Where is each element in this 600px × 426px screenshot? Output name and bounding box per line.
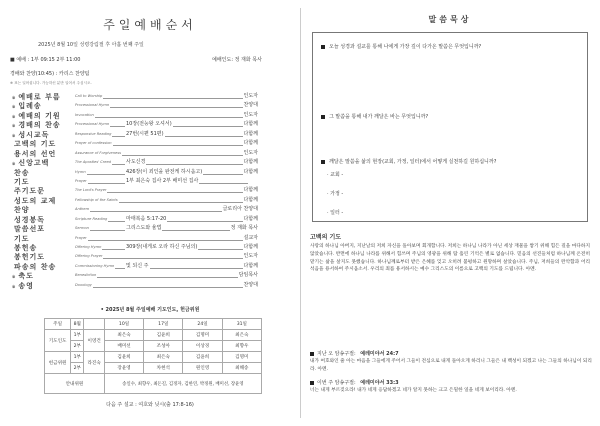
- order-item-leader: 다함께: [243, 215, 259, 224]
- this-week-verse-ref: 예레미야서 33:3: [360, 380, 399, 386]
- order-item-detail: 27번(시편 51편): [125, 130, 165, 139]
- table-header-cell: 8월: [71, 319, 84, 330]
- order-item-english: The Lord's Prayer: [75, 186, 107, 195]
- worship-leader: 예배인도: 정 재화 목사: [212, 57, 262, 63]
- praise-team: 경배와 찬양(10:45) : 카리스 찬양팀: [10, 71, 90, 77]
- order-item: [12, 243, 258, 252]
- order-item-name: 찬양: [14, 205, 30, 215]
- order-item-leader: 다함께: [243, 196, 259, 205]
- table-cell: 김윤희: [144, 330, 183, 341]
- order-item: [12, 92, 258, 101]
- order-item-detail: 309장(내게로 오라 하신 주님의): [125, 243, 198, 252]
- order-item: [12, 233, 258, 243]
- table-cell: 김윤희: [104, 352, 143, 363]
- order-item-detail: 426장(이 죄인을 완전케 하시옵고): [125, 168, 203, 177]
- order-item: [12, 148, 258, 158]
- table-cell: 김명미: [183, 330, 222, 341]
- order-item-name: 봉헌송: [14, 243, 38, 252]
- order-item-english: Fellowship of the Saints: [75, 196, 119, 205]
- order-item-english: Prayer: [75, 177, 88, 186]
- order-item-leader: 다함께: [243, 120, 259, 129]
- table-cell: 이상경: [183, 341, 222, 352]
- order-item: [12, 195, 258, 205]
- order-item-english: Offering Prayer: [75, 252, 103, 261]
- order-item-name: 고백의 기도: [14, 139, 57, 149]
- question-3: [321, 158, 496, 165]
- question-3-text: 깨달은 말씀을 삶의 현장(교회, 가정, 일터)에서 어떻게 실천하길 원하십니까?: [329, 159, 497, 165]
- standing-mark: ※: [12, 113, 17, 119]
- order-item-name: 찬송: [14, 167, 30, 177]
- standing-mark: ※: [12, 283, 17, 289]
- order-item: [12, 280, 258, 290]
- table-cell-lead: 라진숙: [84, 352, 105, 374]
- order-item-english: Offering Hymn: [75, 243, 102, 252]
- leader-line: [75, 240, 248, 241]
- order-item-name: 성경봉독: [14, 214, 46, 224]
- order-item-detail: 10장(전능왕 오셔서): [125, 120, 173, 129]
- table-header-cell: 17일: [144, 319, 183, 330]
- order-item-english: Prayer: [75, 234, 88, 243]
- order-item: [12, 214, 258, 224]
- order-item-name: 예배로 부름: [18, 92, 61, 101]
- table-cell-part: 2부: [71, 341, 84, 352]
- order-item: [12, 224, 258, 234]
- work-label: · 일터 -: [327, 210, 344, 216]
- order-item-name: 예배의 기원: [18, 110, 61, 120]
- table-cell-guide-names: 송일수, 최향우, 최돈길, 김정자, 김한연, 박정원, 배미선, 장윤영: [104, 374, 261, 394]
- order-item-leader: 인도자: [243, 252, 259, 261]
- table-cell: 차현석: [144, 363, 183, 374]
- question-2-text: 그 말씀을 통해 내가 깨달은 바는 무엇입니까?: [329, 114, 429, 120]
- order-item: [12, 101, 258, 111]
- order-item-leader: 다함께: [243, 262, 259, 271]
- this-week-verse-text: 너는 내게 부르짖으라! 내가 네게 응답하겠고 네가 알지 못하는 크고 은밀한 일을 네게 보이리라. 아멘.: [310, 388, 517, 393]
- table-cell: 조성아: [144, 341, 183, 352]
- table-cell: 배미선: [104, 341, 143, 352]
- order-item-leader: 담임목사: [238, 271, 258, 280]
- order-item-leader: 설교자: [243, 234, 259, 243]
- order-item-name: 용서의 선언: [14, 148, 57, 158]
- table-cell-category: 헌금위원: [45, 352, 71, 374]
- order-item-name: 주기도문: [14, 186, 46, 196]
- table-row: [45, 352, 262, 363]
- table-cell: 김명미: [222, 352, 261, 363]
- table-header-cell: 31일: [222, 319, 261, 330]
- order-item-leader: 인도자: [243, 111, 259, 120]
- last-week-verse-ref: 예레미야서 24:7: [360, 351, 399, 357]
- order-item-name: 기도: [14, 176, 30, 186]
- prayer-schedule-title: • 2025년 8월 주일예배 기도인도, 헌금위원: [100, 307, 200, 313]
- order-item-detail: 그리스도와 율법: [125, 224, 162, 233]
- order-item-leader: 인도자: [243, 149, 259, 158]
- last-week-verse-label: 지난 오 암송구절:: [317, 351, 358, 357]
- order-item-leader: 다함께: [243, 243, 259, 252]
- standing-mark: ※: [12, 274, 17, 280]
- order-item: [12, 271, 258, 281]
- order-item-english: Sermon: [75, 224, 90, 233]
- church-label: · 교회 -: [327, 172, 344, 178]
- next-sermon-note: 다음 주 설교 : 여호와 닛시(출 17:8-16): [106, 402, 194, 408]
- question-2: [321, 113, 428, 120]
- order-item-leader: 인도자: [243, 92, 259, 101]
- order-item-english: Commissioning Hymn: [75, 262, 115, 271]
- table-cell: 김윤희: [183, 352, 222, 363]
- worship-order-list: [12, 92, 258, 290]
- service-date: 2025년 8월 10일 성령강림절 후 아홉 번째 주일: [38, 42, 144, 48]
- standing-mark: ※: [12, 132, 17, 138]
- order-item-name: 경배의 찬송: [18, 120, 61, 130]
- order-item: [12, 158, 258, 168]
- order-item: [12, 186, 258, 196]
- square-bullet-icon: [321, 115, 325, 119]
- table-row: [45, 330, 262, 341]
- order-item-leader: 찬양대: [243, 101, 259, 110]
- order-item-name: 성도의 교제: [14, 195, 57, 205]
- order-item-name: 말씀선포: [14, 224, 46, 234]
- order-item: [12, 205, 258, 215]
- order-item: [12, 139, 258, 149]
- square-bullet-icon: [321, 160, 325, 164]
- order-item-leader: 다함께: [243, 139, 259, 148]
- table-header-cell: [84, 319, 105, 330]
- order-item-english: Hymn: [75, 168, 87, 177]
- standing-mark: ※: [12, 104, 17, 110]
- worship-time: [10, 56, 262, 63]
- table-row: [45, 363, 262, 374]
- table-header-cell: 주일: [45, 319, 71, 330]
- page-title: 주일예배순서: [103, 18, 197, 32]
- order-item-detail: 1부 최은숙 집사 2부 배미선 집사: [125, 177, 199, 186]
- order-item-label: [12, 281, 34, 291]
- table-cell-part: 1부: [71, 352, 84, 363]
- order-item-name: 기도: [14, 233, 30, 243]
- confession-title: 고백의 기도: [310, 234, 342, 241]
- standing-mark: ※: [12, 161, 17, 167]
- order-item-english: The Apostles' Creed: [75, 158, 112, 167]
- order-item: [12, 110, 258, 120]
- order-item-leader: 다함께: [243, 186, 259, 195]
- order-item-leader: 글로리아 찬양대: [222, 205, 258, 214]
- table-cell: 최향우: [222, 341, 261, 352]
- order-item-name: 성시교독: [18, 129, 50, 139]
- table-cell: 최은숙: [144, 352, 183, 363]
- order-item-leader: 찬양대: [243, 281, 259, 290]
- order-item: [12, 120, 258, 130]
- this-week-verse-header: [310, 379, 399, 386]
- order-item-name: 송영: [18, 280, 34, 290]
- order-item-detail: 사도신경: [125, 158, 146, 167]
- order-item-english: Processional Hymn: [75, 120, 110, 129]
- square-bullet-icon: [321, 45, 325, 49]
- right-page: [300, 0, 600, 426]
- home-label: · 가정 -: [327, 191, 344, 197]
- table-cell: 원인영: [183, 363, 222, 374]
- this-week-verse-label: 이번 주 암송구절:: [317, 380, 358, 386]
- order-item: [12, 167, 258, 177]
- confession-text: 사랑의 하나님 아버지, 지난날의 저희 자신을 돌아보며 회개합니다. 저희는 하나님 나라가 아닌 세상 재물을 쌓기 위해 힘든 길을 마다하지 않았습니다. 반면에 하나님 나라를 위해서 힘쓰며 주님의 영광을 위해 땀 흘린 기억은 별로 없습니다. 믿음의 선진들처럼 하나님께 온전히 맡기는 삶을 살지도 못했습니다. 하나님께로부터 받은 은혜를 잊고 오히려 불평하고 원망하며 살았습니다. 주님, 저희들의 완악함과 어리석음을 용서하여 주시옵소서. 우리의 죄를 용서하시는 예수 그리스도의 이름으로 고백의 기도를 드립니다. 아멘.: [310, 244, 590, 273]
- question-1-text: 오늘 성경과 설교를 통해 나에게 가장 깊이 다가온 말씀은 무엇입니까?: [329, 44, 482, 50]
- worship-time-label: ■ 예배 : 1부 09:15 2부 11:00: [10, 57, 81, 63]
- order-item-english: Responsive Reading: [75, 130, 112, 139]
- order-item-english: Benediction: [75, 271, 97, 280]
- last-week-verse-header: [310, 350, 399, 357]
- table-row: [45, 341, 262, 352]
- order-item-english: Processional Hymn: [75, 101, 110, 110]
- table-header-cell: 24일: [183, 319, 222, 330]
- standing-mark: ※: [12, 95, 17, 100]
- table-header-row: [45, 319, 262, 330]
- table-cell-category: 기도인도: [45, 330, 71, 352]
- order-item-leader: 다함께: [243, 168, 259, 177]
- standing-mark: ※: [12, 123, 17, 129]
- order-item-name: 신앙고백: [18, 158, 50, 168]
- table-header-cell: 10일: [104, 319, 143, 330]
- leader-line: [75, 287, 248, 288]
- square-bullet-icon: [310, 352, 314, 356]
- order-item-name: 입례송: [18, 101, 42, 111]
- order-item: [12, 252, 258, 262]
- square-bullet-icon: [310, 381, 314, 385]
- order-item-leader: 다함께: [243, 130, 259, 139]
- prayer-schedule-table: [44, 318, 262, 394]
- order-item-english: Scripture Reading: [75, 215, 108, 224]
- table-cell-lead: 이영건: [84, 330, 105, 352]
- meditation-title: 말씀묵상: [428, 15, 472, 24]
- order-item-english: Call to Worship: [75, 92, 103, 101]
- table-cell: 최해송: [222, 363, 261, 374]
- order-item-detail: 및 되신 주: [125, 262, 150, 271]
- table-cell-part: 2부: [71, 363, 84, 374]
- table-cell: 최은숙: [222, 330, 261, 341]
- order-item-english: Prayer of confession: [75, 139, 113, 148]
- table-row: [45, 374, 262, 394]
- order-item-leader: 정 재화 목사: [230, 224, 258, 233]
- leader-line: [75, 277, 248, 278]
- order-item-detail: 마태복음 5:17-20: [125, 215, 167, 224]
- order-item: [12, 129, 258, 139]
- order-item-english: Doxology: [75, 281, 93, 290]
- order-item: [12, 177, 248, 186]
- table-cell-guide-label: 안내위원: [45, 374, 105, 394]
- table-cell: 장윤영: [104, 363, 143, 374]
- order-item-name: 봉헌기도: [14, 252, 46, 262]
- order-item-english: Anthem: [75, 205, 90, 214]
- table-cell: 최은숙: [104, 330, 143, 341]
- order-item-english: Invocation: [75, 111, 95, 120]
- leader-line: [75, 117, 248, 118]
- order-item-english: Assurance of Forgiveness: [75, 149, 122, 158]
- last-week-verse-text: 내가 여호와인 줄 아는 마음을 그들에게 주어서 그들이 전심으로 내게 돌아오게 하리니 그들은 내 백성이 되겠고 나는 그들의 하나님이 되리라. 아멘.: [310, 359, 592, 372]
- meditation-box: [312, 32, 588, 222]
- order-item-name: 파송의 찬송: [14, 261, 57, 271]
- order-item-name: 축도: [18, 271, 34, 281]
- question-1: [321, 43, 481, 50]
- standing-note: ※ 표는 일어섭니다. 가능하신 분만 일어서 주십시오.: [10, 81, 92, 85]
- table-cell-part: 1부: [71, 330, 84, 341]
- order-item: [12, 261, 258, 271]
- order-item-leader: 다함께: [243, 158, 259, 167]
